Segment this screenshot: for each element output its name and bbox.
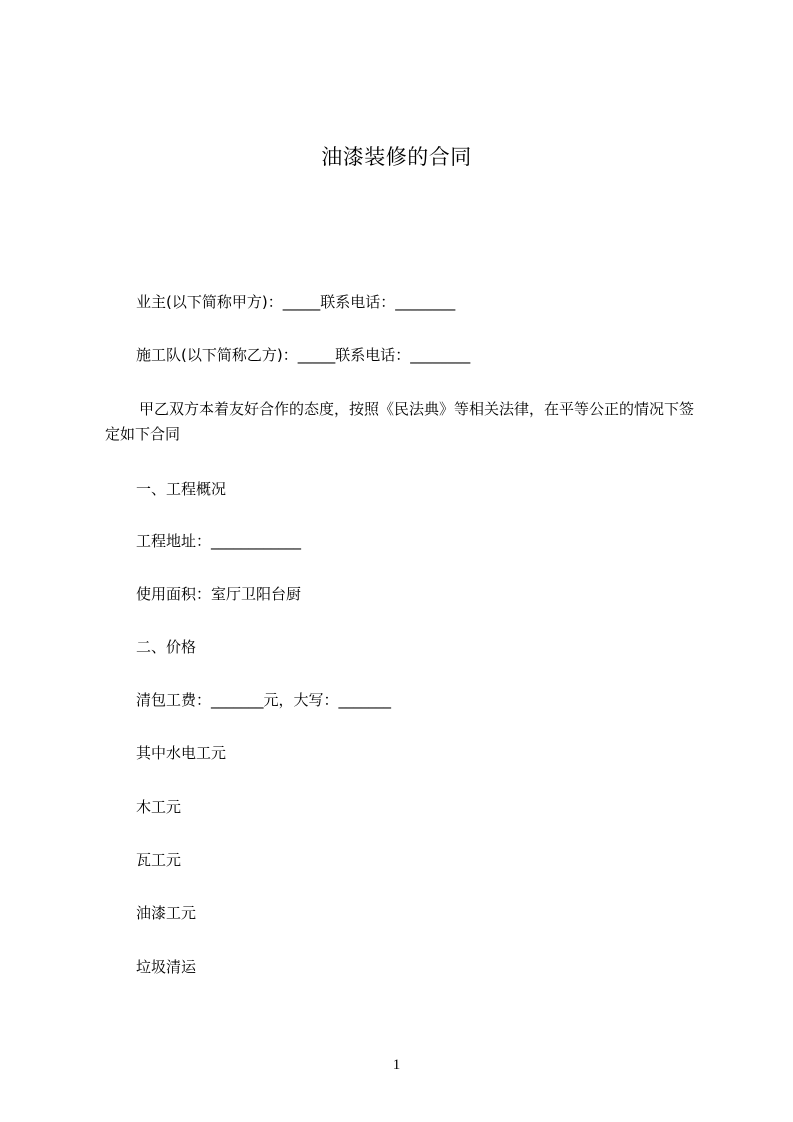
owner-line: 业主(以下简称甲方)：_____联系电话：________ bbox=[136, 293, 456, 311]
project-address-line: 工程地址：____________ bbox=[136, 532, 302, 550]
intro-paragraph: 甲乙双方本着友好合作的态度，按照《民法典》等相关法律，在平等公正的情况下签定如下合同 bbox=[105, 400, 695, 443]
section-2-heading: 二、价格 bbox=[136, 638, 197, 656]
plumbing-electric-line: 其中水电工元 bbox=[136, 744, 227, 762]
waste-removal-line: 垃圾清运 bbox=[136, 958, 197, 976]
section-1-heading: 一、工程概况 bbox=[136, 480, 227, 498]
usage-area-line: 使用面积：室厅卫阳台厨 bbox=[136, 585, 302, 603]
painting-line: 油漆工元 bbox=[136, 904, 197, 922]
labor-fee-line: 清包工费：_______元，大写：_______ bbox=[136, 691, 392, 709]
construction-team-line: 施工队(以下简称乙方)：_____联系电话：________ bbox=[136, 346, 471, 364]
document-title: 油漆装修的合同 bbox=[321, 145, 472, 169]
page-number: 1 bbox=[392, 1057, 401, 1073]
carpentry-line: 木工元 bbox=[136, 798, 182, 816]
tiling-line: 瓦工元 bbox=[136, 851, 182, 869]
